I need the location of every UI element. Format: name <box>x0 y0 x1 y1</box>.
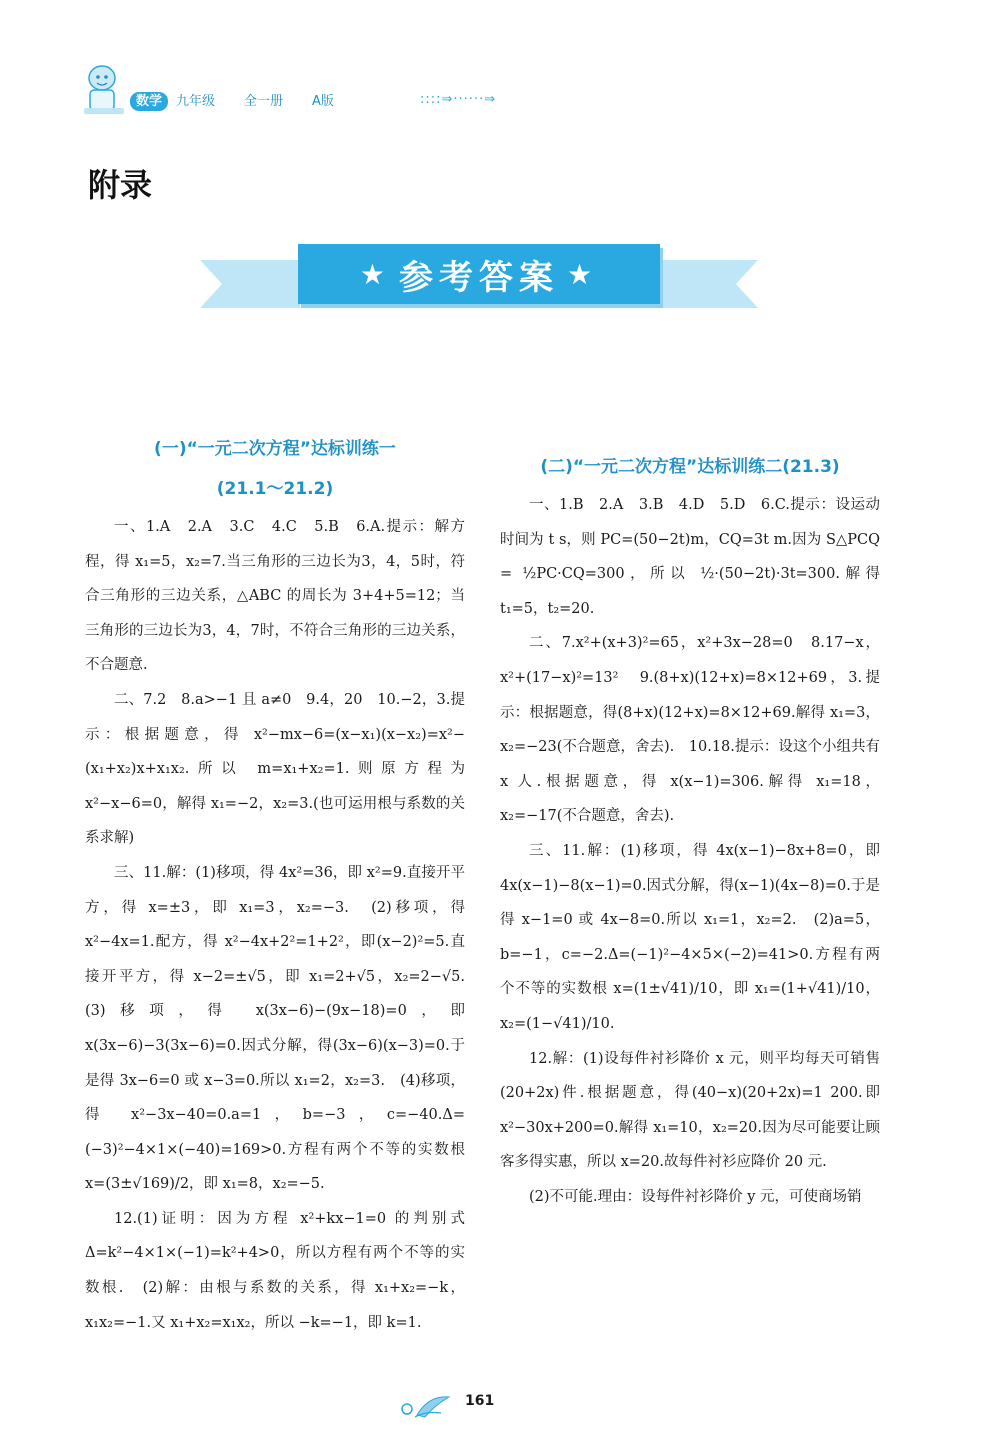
mascot-icon <box>80 62 128 120</box>
page-footer <box>0 1385 1000 1425</box>
answer-banner <box>200 238 758 318</box>
section2-title: (二)“一元二次方程”达标训练二(21.3) <box>540 457 840 477</box>
section2-part4: 12.解：(1)设每件衬衫降价 x 元，则平均每天可销售(20+2x)件.根据题意，得(40−x)(20+2x)=1 200.即 x²−30x+200=0.解得 x₁=10，x₂=20.因为尽可能要让顾客多得实惠，所以 x=20.故每件衬衫应降价 20 元. <box>500 1050 880 1171</box>
left-column <box>85 428 480 1340</box>
section1-title: (一)“一元二次方程”达标训练一 <box>154 439 396 459</box>
edition-label: A版 <box>312 94 334 109</box>
section1-part2: 二、7.2 8.a>−1 且 a≠0 9.4，20 10.−2，3.提示：根据题意，得 x²−mx−6=(x−x₁)(x−x₂)=x²−(x₁+x₂)x+x₁x₂.所以 m=x₁+x₂=1.则原方程为 x²−x−6=0，解得 x₁=−2，x₂=3.(也可运用根与系数的关系求解) <box>85 691 465 847</box>
right-column <box>500 428 880 1214</box>
star-icon: ★ <box>359 257 391 291</box>
section1-part4: 12.(1)证明：因为方程 x²+kx−1=0 的判别式 Δ=k²−4×1×(−1)=k²+4>0，所以方程有两个不等的实数根. (2)解：由根与系数的关系，得 x₁+x₂=−k，x₁x₂=−1.又 x₁+x₂=x₁x₂，所以 −k=−1，即 k=1. <box>85 1210 465 1331</box>
section1-range: (21.1～21.2) <box>216 479 334 499</box>
section1-part1: 一、1.A 2.A 3.C 4.C 5.B 6.A.提示：解方程，得 x₁=5，x₂=7.当三角形的三边长为3，4，5时，符合三角形的三边关系，△ABC 的周长为 3+4+5=12；当三角形的三边长为3，4，7时，不符合三角形的三边关系，不合题意. <box>85 519 465 674</box>
section2-part3: 三、11.解：(1)移项，得 4x(x−1)−8x+8=0，即 4x(x−1)−8(x−1)=0.因式分解，得(x−1)(4x−8)=0.于是得 x−1=0 或 4x−8=0.所以 x₁=1，x₂=2. (2)a=5，b=−1，c=−2.Δ=(−1)²−4×5×(−2)=41>0.方程有两个不等的实数根 x=(1±√41)/10，即 x₁=(1+√41)/10，x₂=(1−√41)/10. <box>500 842 880 1032</box>
banner-label <box>298 244 660 304</box>
section2-part5: (2)不可能.理由：设每件衬衫降价 y 元，可使商场销 <box>529 1188 862 1205</box>
header-arrow-decoration: ::::⇒······⇒ <box>420 92 497 107</box>
volume-label: 全一册 <box>244 94 284 109</box>
section2-part1: 一、1.B 2.A 3.B 4.D 5.D 6.C.提示：设运动时间为 t s，则 PC=(50−2t)m，CQ=3t m.因为 S△PCQ = ½PC·CQ=300，所以 ½·(50−2t)·3t=300.解得 t₁=5，t₂=20. <box>500 497 880 617</box>
section1-part3: 三、11.解：(1)移项，得 4x²=36，即 x²=9.直接开平方，得 x=±3，即 x₁=3，x₂=−3. (2)移项，得 x²−4x=1.配方，得 x²−4x+2²=1+2²，即(x−2)²=5.直接开平方，得 x−2=±√5，即 x₁=2+√5，x₂=2−√5. (3)移项，得 x(3x−6)−(9x−18)=0，即 x(3x−6)−3(3x−6)=0.因式分解，得(3x−6)(x−3)=0.于是得 3x−6=0 或 x−3=0.所以 x₁=2，x₂=3. (4)移项，得 x²−3x−40=0.a=1，b=−3，c=−40.Δ=(−3)²−4×1×(−40)=169>0.方程有两个不等的实数根 x=(3±√169)/2，即 x₁=8，x₂=−5. <box>85 864 480 1193</box>
grade-label: 九年级 <box>176 94 216 109</box>
banner-text: 参考答案 <box>399 257 559 298</box>
page-header <box>80 62 497 122</box>
section2-part2: 二、7.x²+(x+3)²=65，x²+3x−28=0 8.17−x，x²+(17−x)²=13² 9.(8+x)(12+x)=8×12+69，3.提示：根据题意，得(8+x)(12+x)=8×12+69.解得 x₁=3，x₂=−23(不合题意，舍去). 10.18.提示：设这个小组共有 x 人.根据题意，得 x(x−1)=306.解得 x₁=18，x₂=−17(不合题意，舍去). <box>500 635 880 825</box>
page-title: 附录 <box>88 166 153 204</box>
leaf-ornament-icon <box>395 1391 455 1421</box>
page-number: 161 <box>465 1393 495 1409</box>
banner-right-ribbon <box>658 260 758 308</box>
subject-badge: 数学 <box>130 92 168 111</box>
banner-left-ribbon <box>200 260 300 308</box>
star-icon: ★ <box>567 257 599 291</box>
